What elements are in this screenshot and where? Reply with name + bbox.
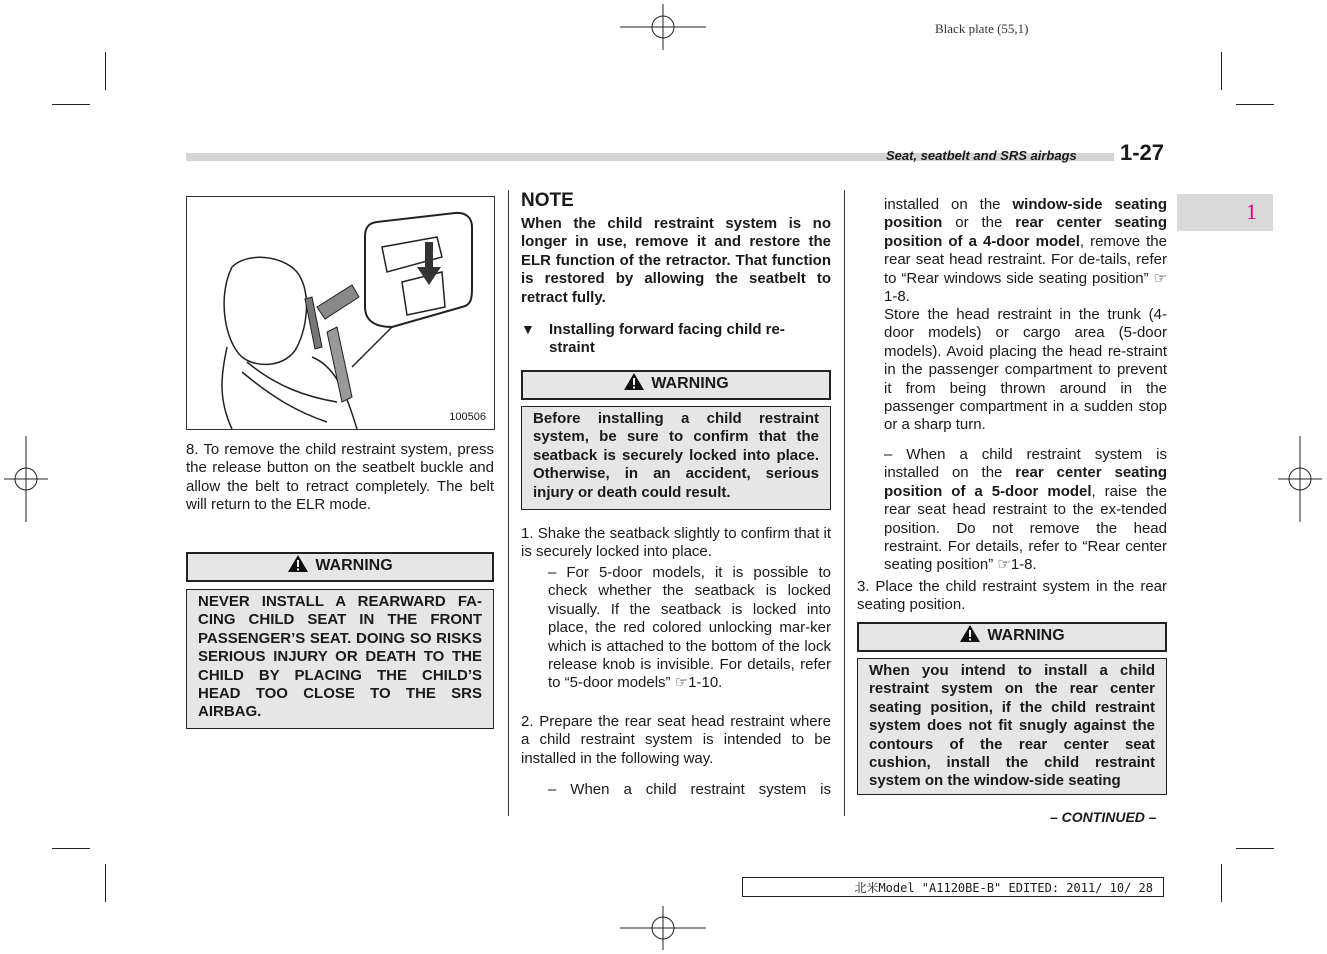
text-run: – When a child restraint system is installed on the <box>884 446 1167 482</box>
chapter-tab <box>1177 194 1273 231</box>
head-restraint-paragraph <box>884 196 1167 306</box>
footer-edit-info: 北米Model "A1120BE-B" EDITED: 2011/ 10/ 28 <box>742 877 1164 897</box>
column-divider <box>844 190 845 816</box>
storage-paragraph: Store the head restraint in the trunk (4-door models) or cargo area (5-door models). Avoid placing the head re-straint in the passenger compartment to prevent it from being thrown around in the passenger compartment in a sudden stop or a sharp turn. <box>884 306 1167 434</box>
text-run: , raise the rear seat head restraint to the ex-tended position. Do not remove the head restraint. For details, refer to “Rear center seating position” ☞1-8. <box>884 482 1167 574</box>
step-2-text: 2. Prepare the rear seat head restraint where a child restraint system is intended to be installed in the following way. <box>521 713 831 767</box>
warning-text: NEVER INSTALL A REARWARD FA-CING CHILD SEAT IN THE FRONT PASSENGER’S SEAT. DOING SO RISKS SERIOUS INJURY OR DEATH TO THE CHILD BY PLACING THE CHILD’S HEAD TOO CLOSE TO THE SRS AIRBAG. <box>186 589 494 729</box>
text-run: , remove the rear seat head restraint. For de-tails, refer to “Rear windows side seating position” ☞1-8. <box>884 232 1167 306</box>
warning-label: WARNING <box>315 557 393 574</box>
warning-header <box>186 552 494 582</box>
plate-label: Black plate (55,1) <box>935 21 1029 36</box>
note-title: NOTE <box>521 190 574 211</box>
five-door-paragraph <box>884 446 1167 575</box>
warning-triangle-icon <box>287 554 309 573</box>
warning-label: WARNING <box>651 375 729 392</box>
text-run-bold: rear center seating position of a 5-door model <box>884 464 1168 500</box>
registration-mark-bottom <box>620 904 706 952</box>
page-number: 1-27 <box>1120 140 1165 165</box>
warning-triangle-icon <box>623 372 645 391</box>
buckle-release-drawing <box>187 197 494 429</box>
text-run-bold: rear center seating position of a 4-door model <box>884 214 1167 250</box>
registration-mark-right <box>1276 436 1324 522</box>
seatbelt-buckle-illustration <box>186 196 495 430</box>
step-3-text: 3. Place the child restraint system in the rear seating position. <box>857 578 1167 614</box>
warning-header <box>857 622 1167 652</box>
warning-text: Before installing a child restraint system, be sure to confirm that the seatback is securely locked into place. Otherwise, in an accident, serious injury or death could result. <box>521 406 831 510</box>
step-2-detail: – When a child restraint system is <box>548 781 831 798</box>
figure-code: 100506 <box>449 411 486 423</box>
warning-header <box>521 370 831 400</box>
triangle-bullet-icon: ▼ <box>521 321 535 337</box>
text-run-bold: window-side seating position <box>884 196 1167 232</box>
step-1-text: 1. Shake the seatback slightly to confirm that it is securely locked into place. <box>521 525 831 561</box>
step-1-detail: – For 5-door models, it is possible to check whether the seatback is locked visually. If the seatback is locked into place, the red colored unlocking mar-ker which is attached to the bottom of the lock release knob is invisible. For details, refer to “5-door models” ☞1-10. <box>548 564 831 692</box>
warning-label: WARNING <box>987 627 1065 644</box>
step-8-text: 8. To remove the child restraint system, press the release button on the seatbelt buckle and allow the belt to retract completely. The belt will return to the ELR mode. <box>186 441 494 514</box>
text-run: or the <box>942 214 1016 232</box>
note-text: When the child restraint system is no longer in use, remove it and restore the ELR function of the retractor. That function is restored by allowing the seatbelt to retract fully. <box>521 215 831 306</box>
column-divider <box>508 190 509 816</box>
registration-mark-left <box>2 436 50 522</box>
chapter-tab-number: 1 <box>1246 199 1257 224</box>
warning-text: When you intend to install a child restraint system on the rear center seating position, if the child restraint system does not fit snugly against the contours of the rear center seat cushion, install the child restraint system on the window-side seating <box>857 658 1167 795</box>
section-title: Seat, seatbelt and SRS airbags <box>886 148 1077 163</box>
subheading: Installing forward facing child re-straint <box>549 321 785 357</box>
text-run: installed on the <box>884 196 1013 213</box>
warning-triangle-icon <box>959 624 981 643</box>
continued-label: – CONTINUED – <box>1050 809 1157 825</box>
registration-mark-top <box>620 2 706 52</box>
